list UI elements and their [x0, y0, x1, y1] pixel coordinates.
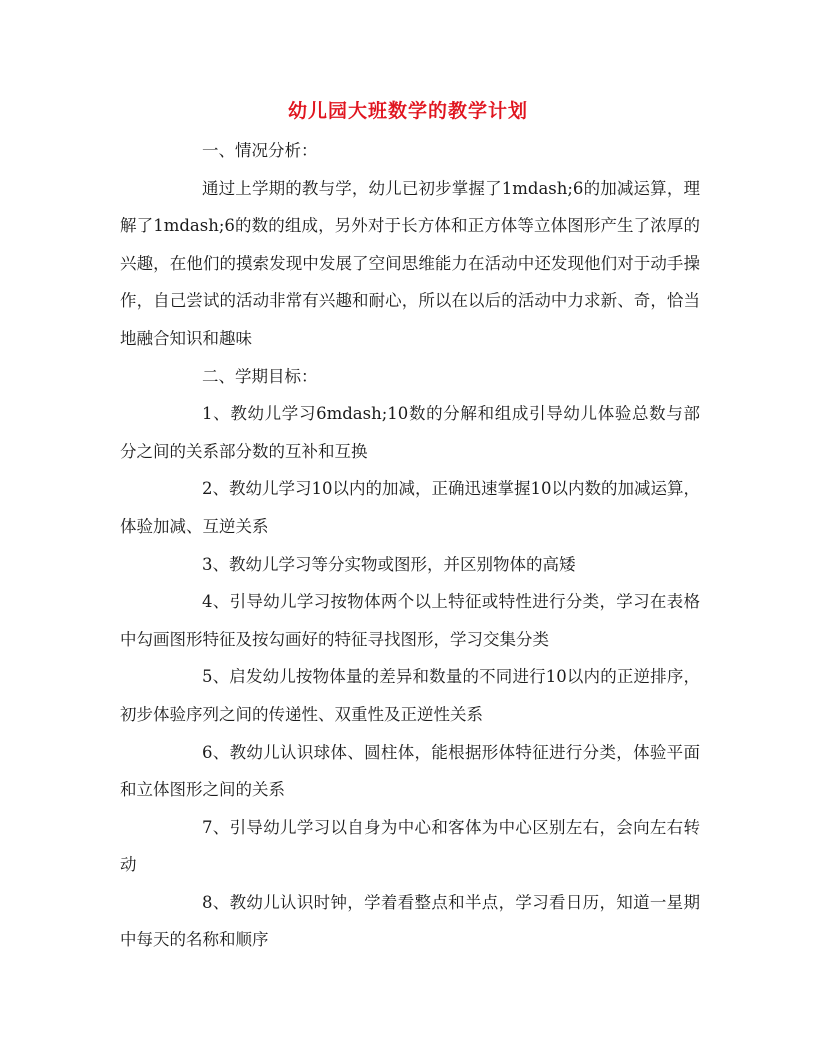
goal-item-5: 5、启发幼儿按物体量的差异和数量的不同进行10以内的正逆排序，初步体验序列之间的传递性、双重性及正逆性关系 [120, 667, 700, 724]
goal-item-4: 4、引导幼儿学习按物体两个以上特征或特性进行分类，学习在表格中勾画图形特征及按勾画好的特征寻找图形，学习交集分类 [120, 592, 700, 649]
section-heading-goals: 二、学期目标： [202, 366, 318, 386]
goal-item-2: 2、教幼儿学习10以内的加减，正确迅速掌握10以内数的加减运算，体验加减、互逆关系 [120, 479, 700, 536]
goal-item-7: 7、引导幼儿学习以自身为中心和客体为中心区别左右，会向左右转动 [120, 817, 700, 875]
goal-item-1: 1、教幼儿学习6mdash;10数的分解和组成引导幼儿体验总数与部分之间的关系部分数的互补和互换 [120, 404, 700, 461]
goal-item-8: 8、教幼儿认识时钟，学着看整点和半点，学习看日历，知道一星期中每天的名称和顺序 [120, 892, 700, 950]
goal-item-6: 6、教幼儿认识球体、圆柱体，能根据形体特征进行分类，体验平面和立体图形之间的关系 [120, 742, 700, 800]
document-body [120, 132, 700, 959]
document-title: 幼儿园大班数学的教学计划 [287, 100, 528, 122]
section-heading-situation: 一、情况分析： [202, 141, 318, 160]
paragraph-situation-analysis: 通过上学期的教与学，幼儿已初步掌握了1mdash;6的加减运算，理解了1mdash;6的数的组成，另外对于长方体和正方体等立体图形产生了浓厚的兴趣，在他们的摸索发现中发展了空间思维能力在活动中还发现他们对于动手操作，自己尝试的活动非常有兴趣和耐心，所以在以后的活动中力求新、奇，恰当地融合知识和趣味 [120, 178, 700, 348]
goal-item-3: 3、教幼儿学习等分实物或图形，并区别物体的高矮 [202, 554, 576, 574]
